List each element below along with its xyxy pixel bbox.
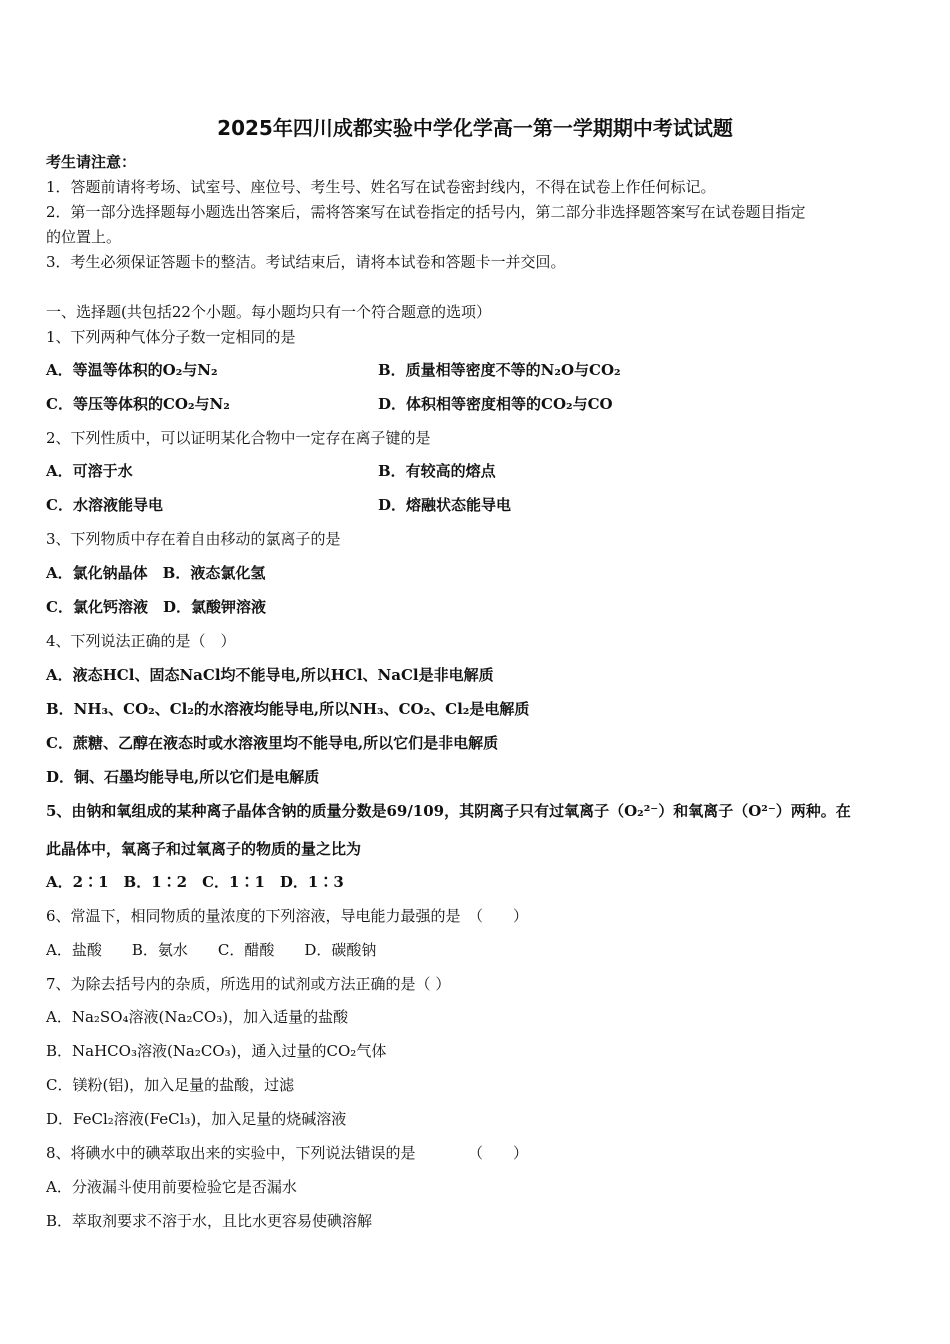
question-7-option-b: B．NaHCO₃溶液(Na₂CO₃)，通入过量的CO₂气体 [46, 1042, 387, 1060]
question-2-option-c: C．水溶液能导电 [46, 496, 163, 514]
question-4-option-b: B．NH₃、CO₂、Cl₂的水溶液均能导电,所以NH₃、CO₂、Cl₂是电解质 [46, 700, 530, 718]
notice-item-2: 2．第一部分选择题每小题选出答案后，需将答案写在试卷指定的括号内，第二部分非选择题答案写在试卷题目指定 [46, 203, 806, 221]
question-4-option-d: D．铜、石墨均能导电,所以它们是电解质 [46, 768, 320, 786]
notice-item-1: 1．答题前请将考场、试室号、座位号、考生号、姓名写在试卷密封线内，不得在试卷上作任何标记。 [46, 178, 716, 196]
question-2-stem: 2、下列性质中，可以证明某化合物中一定存在离子键的是 [46, 429, 431, 447]
section-heading: 一、选择题(共包括22个小题。每小题均只有一个符合题意的选项） [46, 303, 491, 321]
notice-item-3: 3．考生必须保证答题卡的整洁。考试结束后，请将本试卷和答题卡一并交回。 [46, 253, 566, 271]
notice-heading: 考生请注意： [46, 153, 137, 171]
question-7-option-a: A．Na₂SO₄溶液(Na₂CO₃)，加入适量的盐酸 [46, 1008, 349, 1026]
question-7-option-c: C．镁粉(铝)，加入足量的盐酸，过滤 [46, 1076, 295, 1094]
question-1-option-a: A．等温等体积的O₂与N₂ [46, 361, 218, 379]
question-8-option-a: A．分液漏斗使用前要检验它是否漏水 [46, 1178, 297, 1196]
question-1-option-c: C．等压等体积的CO₂与N₂ [46, 395, 230, 413]
question-1-stem: 1、下列两种气体分子数一定相同的是 [46, 328, 296, 346]
question-5-stem-cont: 此晶体中，氧离子和过氧离子的物质的量之比为 [46, 840, 362, 858]
question-1-option-b: B．质量相等密度不等的N₂O与CO₂ [378, 361, 621, 379]
question-8-stem: 8、将碘水中的碘萃取出来的实验中，下列说法错误的是 （ ） [46, 1144, 529, 1162]
question-3-options-cd: C．氯化钙溶液 D．氯酸钾溶液 [46, 598, 266, 616]
question-3-stem: 3、下列物质中存在着自由移动的氯离子的是 [46, 530, 341, 548]
question-7-option-d: D．FeCl₂溶液(FeCl₃)，加入足量的烧碱溶液 [46, 1110, 347, 1128]
question-3-options-ab: A．氯化钠晶体 B．液态氯化氢 [46, 564, 266, 582]
question-5-stem: 5、由钠和氧组成的某种离子晶体含钠的质量分数是69/109，其阴离子只有过氧离子（O₂²⁻）和氧离子（O²⁻）两种。在 [46, 802, 851, 820]
question-6-options: A．盐酸 B．氨水 C．醋酸 D．碳酸钠 [46, 941, 377, 959]
notice-item-2-cont: 的位置上。 [46, 228, 122, 246]
question-1-option-d: D．体积相等密度相等的CO₂与CO [378, 395, 613, 413]
question-4-option-c: C．蔗糖、乙醇在液态时或水溶液里均不能导电,所以它们是非电解质 [46, 734, 499, 752]
question-2-option-a: A．可溶于水 [46, 462, 133, 480]
question-7-stem: 7、为除去括号内的杂质，所选用的试剂或方法正确的是（ ） [46, 975, 451, 993]
question-6-stem: 6、常温下，相同物质的量浓度的下列溶液，导电能力最强的是 （ ） [46, 907, 529, 925]
exam-title: 2025年四川成都实验中学化学高一第一学期期中考试试题 [217, 116, 733, 140]
question-4-option-a: A．液态HCl、固态NaCl均不能导电,所以HCl、NaCl是非电解质 [46, 666, 494, 684]
question-2-option-b: B．有较高的熔点 [378, 462, 496, 480]
question-5-options: A．2∶1 B．1∶2 C．1∶1 D．1∶3 [46, 873, 344, 891]
question-8-option-b: B．萃取剂要求不溶于水，且比水更容易使碘溶解 [46, 1212, 373, 1230]
question-4-stem: 4、下列说法正确的是（ ） [46, 632, 236, 650]
question-2-option-d: D．熔融状态能导电 [378, 496, 512, 514]
